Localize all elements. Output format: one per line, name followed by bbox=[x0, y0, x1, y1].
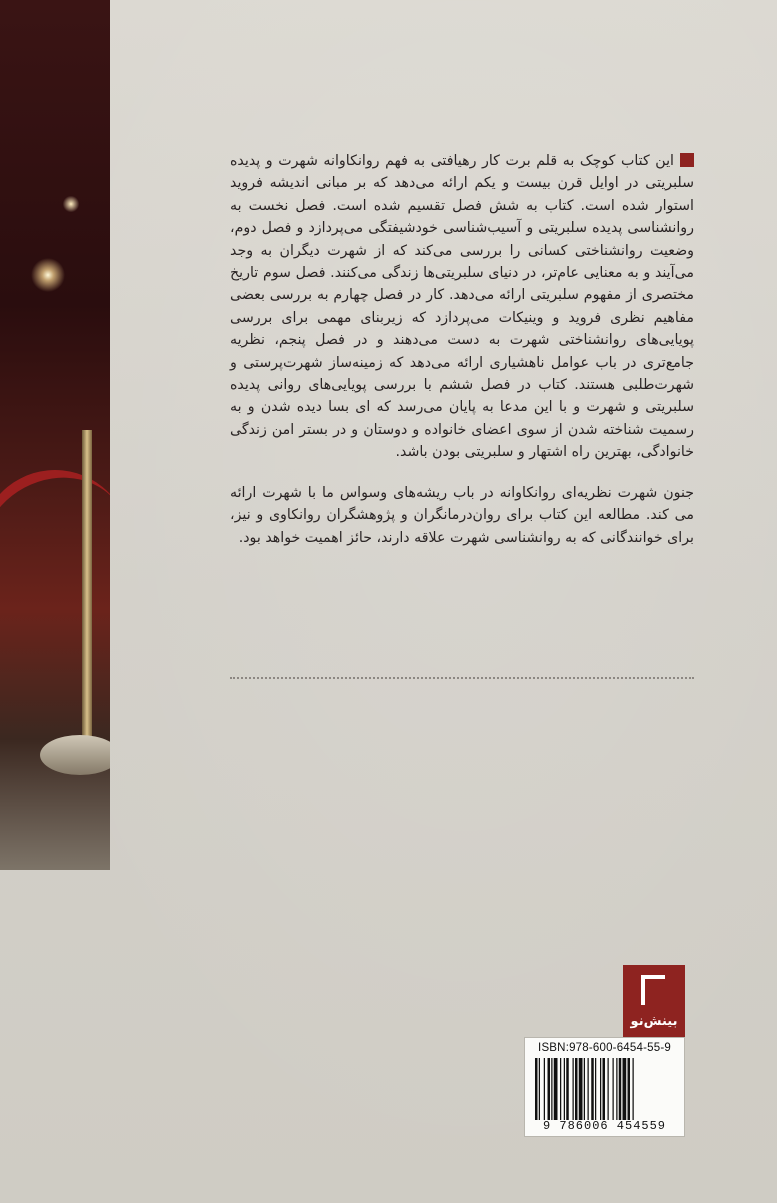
cover-photo-strip bbox=[0, 0, 110, 870]
sparkle-icon bbox=[28, 255, 68, 295]
publisher-logo bbox=[623, 965, 685, 1037]
blurb-text bbox=[230, 150, 694, 567]
square-bullet-icon bbox=[680, 153, 694, 167]
barcode-bar bbox=[584, 1058, 585, 1120]
barcode-bar bbox=[573, 1058, 574, 1120]
barcode-bar bbox=[551, 1058, 552, 1120]
barcode bbox=[533, 1058, 678, 1120]
blurb-paragraph-2: جنون شهرت نظریه‌ای روانکاوانه در باب ریشه‌های وسواس ما با شهرت ارائه می کند. مطالعه این کتاب برای روان‌درمانگران و پژوهشگران روانکاوی و نیز، برای خوانندگانی که به روانشناسی شهرت علاقه دارند، حائز اهمیت خواهد بود. bbox=[230, 484, 694, 546]
barcode-bar bbox=[548, 1058, 551, 1120]
barcode-bar bbox=[616, 1058, 617, 1120]
publisher-mark-icon bbox=[641, 975, 665, 1005]
barcode-bar bbox=[588, 1058, 589, 1120]
isbn-label: ISBN:978-600-6454-55-9 bbox=[538, 1042, 671, 1054]
isbn-barcode-box bbox=[524, 1037, 685, 1137]
barcode-bar bbox=[608, 1058, 609, 1120]
barcode-bar bbox=[539, 1058, 540, 1120]
dotted-divider bbox=[230, 677, 694, 679]
barcode-bar bbox=[591, 1058, 594, 1120]
velvet-rope bbox=[0, 444, 110, 647]
barcode-bar bbox=[600, 1058, 601, 1120]
barcode-bar bbox=[554, 1058, 558, 1120]
barcode-bar bbox=[579, 1058, 583, 1120]
barcode-bar bbox=[633, 1058, 634, 1120]
barcode-bar bbox=[535, 1058, 538, 1120]
barcode-bar bbox=[560, 1058, 561, 1120]
barcode-bar bbox=[595, 1058, 596, 1120]
barcode-bar bbox=[623, 1058, 627, 1120]
barcode-bar bbox=[575, 1058, 578, 1120]
barcode-bar bbox=[613, 1058, 614, 1120]
publisher-name: بینش‌نو bbox=[630, 1014, 678, 1029]
barcode-bar bbox=[603, 1058, 606, 1120]
barcode-bar bbox=[628, 1058, 631, 1120]
blurb-paragraph-1: این کتاب کوچک به قلم برت کار رهیافتی به فهم روانکاوانه شهرت و پدیده سلبریتی در اوایل قرن بیست و یکم ارائه می‌دهد که بر مبانی اندیشه فروید استوار شده است. کتاب به شش فصل تقسیم شده است. فصل نخست به روانشناسی پدیده سلبریتی و آسیب‌شناسی خودشیفتگی می‌پردازد و فصل دوم، وضعیت روانشناختی کسانی را بررسی می‌کند که از شهرت دیگران به وجد می‌آیند و به معنایی عام‌تر، در دنیای سلبریتی‌ها زندگی می‌کنند. فصل سوم تاریخ مختصری از مفهوم سلبریتی ارائه می‌دهد. کار در فصل چهارم به بررسی بعضی مفاهیم نظری فروید و وینیکات می‌پردازد که زیربنای مهمی برای بررسی پویایی‌های روانشناختی شهرت به دست می‌دهند و در فصل پنجم، نظریه جامع‌تری در باب عوامل ناهشیاری ارائه می‌دهد که زمینه‌ساز شهرت‌پرستی و شهرت‌طلبی هستند. کتاب در فصل ششم با بررسی پویایی‌های روانی پدیده سلبریتی و شهرت و با این مدعا به پایان می‌رسد که ای بسا دیده شدن و به رسمیت شناخته شدن از سوی اعضای خانواده و دوستان و در بستر امن زندگی خانوادگی، بهترین راه اشتهار و سلبریتی بودن باشد. bbox=[230, 153, 694, 461]
barcode-bar bbox=[566, 1058, 569, 1120]
barcode-number: 9 786006 454559 bbox=[542, 1119, 667, 1133]
barcode-bar bbox=[544, 1058, 545, 1120]
barcode-bar bbox=[619, 1058, 622, 1120]
sparkle-icon bbox=[62, 195, 80, 213]
stanchion-base bbox=[40, 735, 110, 775]
stanchion-pole bbox=[82, 430, 92, 760]
barcode-bar bbox=[564, 1058, 565, 1120]
